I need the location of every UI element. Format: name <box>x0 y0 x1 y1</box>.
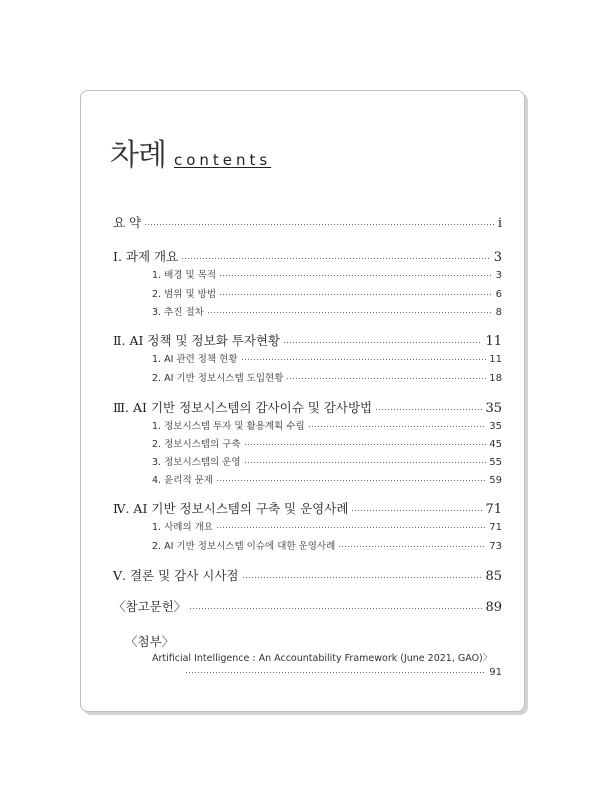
leader-dots <box>181 251 491 264</box>
page-title <box>110 130 271 174</box>
toc-entry-label: 1. 정보시스템 투자 및 활용계획 수립 <box>152 421 305 432</box>
toc-entry-label: Ⅰ. 과제 개요 <box>113 249 179 264</box>
toc-entry-label: Ⅱ. AI 정책 및 정보화 투자현황 <box>113 333 281 348</box>
toc-entry-label: 요 약 <box>113 215 142 230</box>
leader-dots <box>244 457 487 467</box>
toc-page-number: i <box>497 216 502 231</box>
toc-entry-label: 2. 정보시스템의 구축 <box>152 439 241 450</box>
toc-entry-label: Ⅳ. AI 기반 정보시스템의 구축 및 운영사례 <box>113 501 349 516</box>
toc-section-row[interactable] <box>113 597 502 615</box>
leader-dots <box>283 335 482 348</box>
toc-subsection-row[interactable] <box>152 267 502 281</box>
toc-entry-label: 1. AI 관련 정책 현황 <box>152 354 238 365</box>
toc-entry-label: 1. 사례의 개요 <box>152 522 213 533</box>
toc-page-number: 8 <box>495 307 502 318</box>
toc-entry-label: 4. 윤리적 문제 <box>152 475 213 486</box>
toc-subsection-row[interactable] <box>152 519 502 533</box>
toc-section-row[interactable] <box>113 398 502 416</box>
attachment-page-number: 91 <box>489 667 502 678</box>
leader-dots <box>185 667 486 677</box>
toc-page-number: 45 <box>489 439 502 450</box>
toc-page-number: 35 <box>485 401 502 416</box>
toc-page-number: 55 <box>489 457 502 468</box>
toc-subsection-row[interactable] <box>152 538 502 552</box>
leader-dots <box>351 503 482 516</box>
toc-page-number: 71 <box>485 502 502 517</box>
leader-dots <box>244 439 487 449</box>
toc-page-number: 73 <box>489 541 502 552</box>
leader-dots <box>189 601 482 614</box>
toc-subsection-row[interactable] <box>152 418 502 432</box>
title-korean: 차례 <box>110 138 166 173</box>
toc-page-number: 18 <box>489 373 502 384</box>
toc-subsection-row[interactable] <box>152 472 502 486</box>
leader-dots <box>286 373 486 383</box>
toc-page-number: 3 <box>493 250 502 265</box>
toc-page-number: 3 <box>495 270 502 281</box>
toc-entry-label: 〈참고문헌〉 <box>113 599 187 614</box>
attachment-heading: 〈첨부〉 <box>125 634 175 649</box>
title-english: contents <box>173 151 272 169</box>
toc-entry-label: 3. 추진 절차 <box>152 307 204 318</box>
toc-page-number: 59 <box>489 475 502 486</box>
leader-dots <box>375 402 482 415</box>
attachment-item: Artificial Intelligence : An Accountability Framework (June 2021, GAO)〉 <box>152 653 493 664</box>
toc-page-number: 11 <box>489 354 502 365</box>
toc-page-number: 35 <box>489 421 502 432</box>
toc-entry-label: 2. 범위 및 방법 <box>152 289 217 300</box>
toc-entry-label: Ⅲ. AI 기반 정보시스템의 감사이슈 및 감사방법 <box>113 400 373 415</box>
toc-page-number: 6 <box>495 289 502 300</box>
leader-dots <box>308 421 487 431</box>
attachment-page-row <box>182 665 502 678</box>
toc-page-number: 85 <box>485 569 502 584</box>
leader-dots <box>144 217 495 230</box>
toc-entry-label: Ⅴ. 결론 및 감사 시사점 <box>113 568 239 583</box>
leader-dots <box>241 354 487 364</box>
toc-subsection-row[interactable] <box>152 436 502 450</box>
toc-page-number: 11 <box>485 334 502 349</box>
toc-subsection-row[interactable] <box>152 454 502 468</box>
toc-subsection-row[interactable] <box>152 370 502 384</box>
leader-dots <box>207 307 493 317</box>
toc-section-row[interactable] <box>113 213 502 231</box>
toc-subsection-row[interactable] <box>152 286 502 300</box>
toc-entry-label: 2. AI 기반 정보시스템 이슈에 대한 운영사례 <box>152 541 336 552</box>
toc-entry-label: 1. 배경 및 목적 <box>152 270 217 281</box>
leader-dots <box>219 289 493 299</box>
leader-dots <box>219 270 493 280</box>
toc-section-row[interactable] <box>113 499 502 517</box>
leader-dots <box>338 541 486 551</box>
toc-section-row[interactable] <box>113 566 502 584</box>
toc-page-number: 71 <box>489 522 502 533</box>
toc-subsection-row[interactable] <box>152 351 502 365</box>
leader-dots <box>216 475 486 485</box>
toc-subsection-row[interactable] <box>152 304 502 318</box>
toc-section-row[interactable] <box>113 331 502 349</box>
toc-page-number: 89 <box>485 600 502 615</box>
leader-dots <box>242 570 483 583</box>
leader-dots <box>216 522 486 532</box>
toc-entry-label: 3. 정보시스템의 운영 <box>152 457 241 468</box>
toc-section-row[interactable] <box>113 247 502 265</box>
toc-entry-label: 2. AI 기반 정보시스템 도입현황 <box>152 373 284 384</box>
